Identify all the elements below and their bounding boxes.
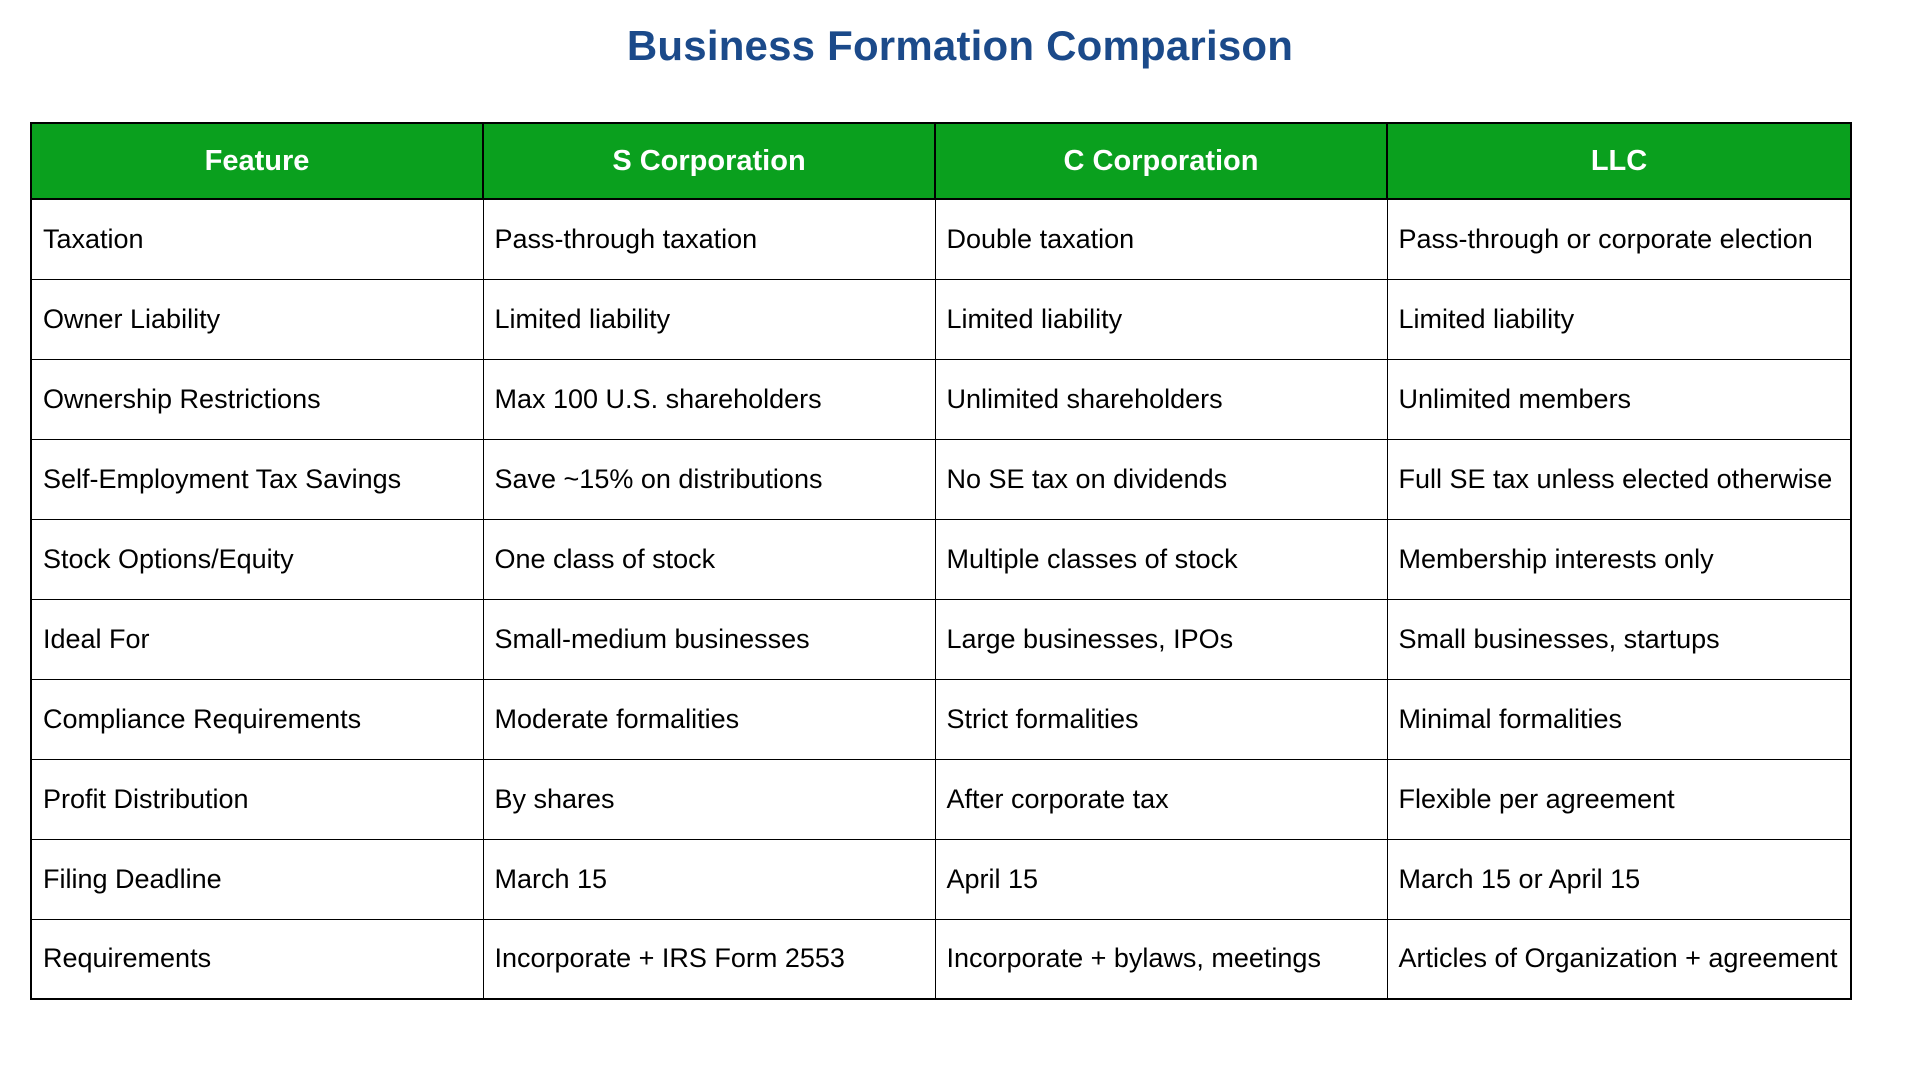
table-row <box>31 599 1851 679</box>
cell-c-corporation: Strict formalities <box>935 679 1387 759</box>
comparison-table-container <box>30 122 1886 1000</box>
cell-llc: Full SE tax unless elected otherwise <box>1387 439 1851 519</box>
cell-feature: Stock Options/Equity <box>31 519 483 599</box>
cell-feature: Profit Distribution <box>31 759 483 839</box>
table-row <box>31 439 1851 519</box>
cell-s-corporation: Limited liability <box>483 279 935 359</box>
table-row <box>31 679 1851 759</box>
cell-feature: Taxation <box>31 199 483 279</box>
cell-llc: Flexible per agreement <box>1387 759 1851 839</box>
cell-s-corporation: Save ~15% on distributions <box>483 439 935 519</box>
column-header-s-corporation: S Corporation <box>483 123 935 199</box>
page-title: Business Formation Comparison <box>626 22 1294 69</box>
cell-feature: Filing Deadline <box>31 839 483 919</box>
cell-llc: Small businesses, startups <box>1387 599 1851 679</box>
table-row <box>31 919 1851 999</box>
cell-c-corporation: Multiple classes of stock <box>935 519 1387 599</box>
cell-c-corporation: No SE tax on dividends <box>935 439 1387 519</box>
column-header-c-corporation: C Corporation <box>935 123 1387 199</box>
cell-c-corporation: Incorporate + bylaws, meetings <box>935 919 1387 999</box>
table-row <box>31 759 1851 839</box>
cell-feature: Ownership Restrictions <box>31 359 483 439</box>
cell-c-corporation: Limited liability <box>935 279 1387 359</box>
cell-feature: Compliance Requirements <box>31 679 483 759</box>
cell-c-corporation: April 15 <box>935 839 1387 919</box>
table-header-row <box>31 123 1851 199</box>
cell-feature: Self-Employment Tax Savings <box>31 439 483 519</box>
column-header-llc: LLC <box>1387 123 1851 199</box>
cell-c-corporation: Double taxation <box>935 199 1387 279</box>
table-row <box>31 279 1851 359</box>
cell-feature: Requirements <box>31 919 483 999</box>
table-row <box>31 199 1851 279</box>
cell-c-corporation: After corporate tax <box>935 759 1387 839</box>
cell-feature: Ideal For <box>31 599 483 679</box>
cell-c-corporation: Large businesses, IPOs <box>935 599 1387 679</box>
cell-llc: Unlimited members <box>1387 359 1851 439</box>
cell-llc: March 15 or April 15 <box>1387 839 1851 919</box>
table-row <box>31 519 1851 599</box>
cell-s-corporation: Pass-through taxation <box>483 199 935 279</box>
document-page <box>0 22 1920 1080</box>
comparison-table <box>30 122 1852 1000</box>
cell-llc: Minimal formalities <box>1387 679 1851 759</box>
cell-llc: Articles of Organization + agreement <box>1387 919 1851 999</box>
table-row <box>31 359 1851 439</box>
cell-c-corporation: Unlimited shareholders <box>935 359 1387 439</box>
table-row <box>31 839 1851 919</box>
cell-s-corporation: Max 100 U.S. shareholders <box>483 359 935 439</box>
cell-feature: Owner Liability <box>31 279 483 359</box>
cell-s-corporation: One class of stock <box>483 519 935 599</box>
column-header-feature: Feature <box>31 123 483 199</box>
cell-llc: Membership interests only <box>1387 519 1851 599</box>
cell-s-corporation: Small-medium businesses <box>483 599 935 679</box>
cell-s-corporation: Moderate formalities <box>483 679 935 759</box>
cell-llc: Pass-through or corporate election <box>1387 199 1851 279</box>
cell-s-corporation: Incorporate + IRS Form 2553 <box>483 919 935 999</box>
cell-llc: Limited liability <box>1387 279 1851 359</box>
cell-s-corporation: By shares <box>483 759 935 839</box>
cell-s-corporation: March 15 <box>483 839 935 919</box>
